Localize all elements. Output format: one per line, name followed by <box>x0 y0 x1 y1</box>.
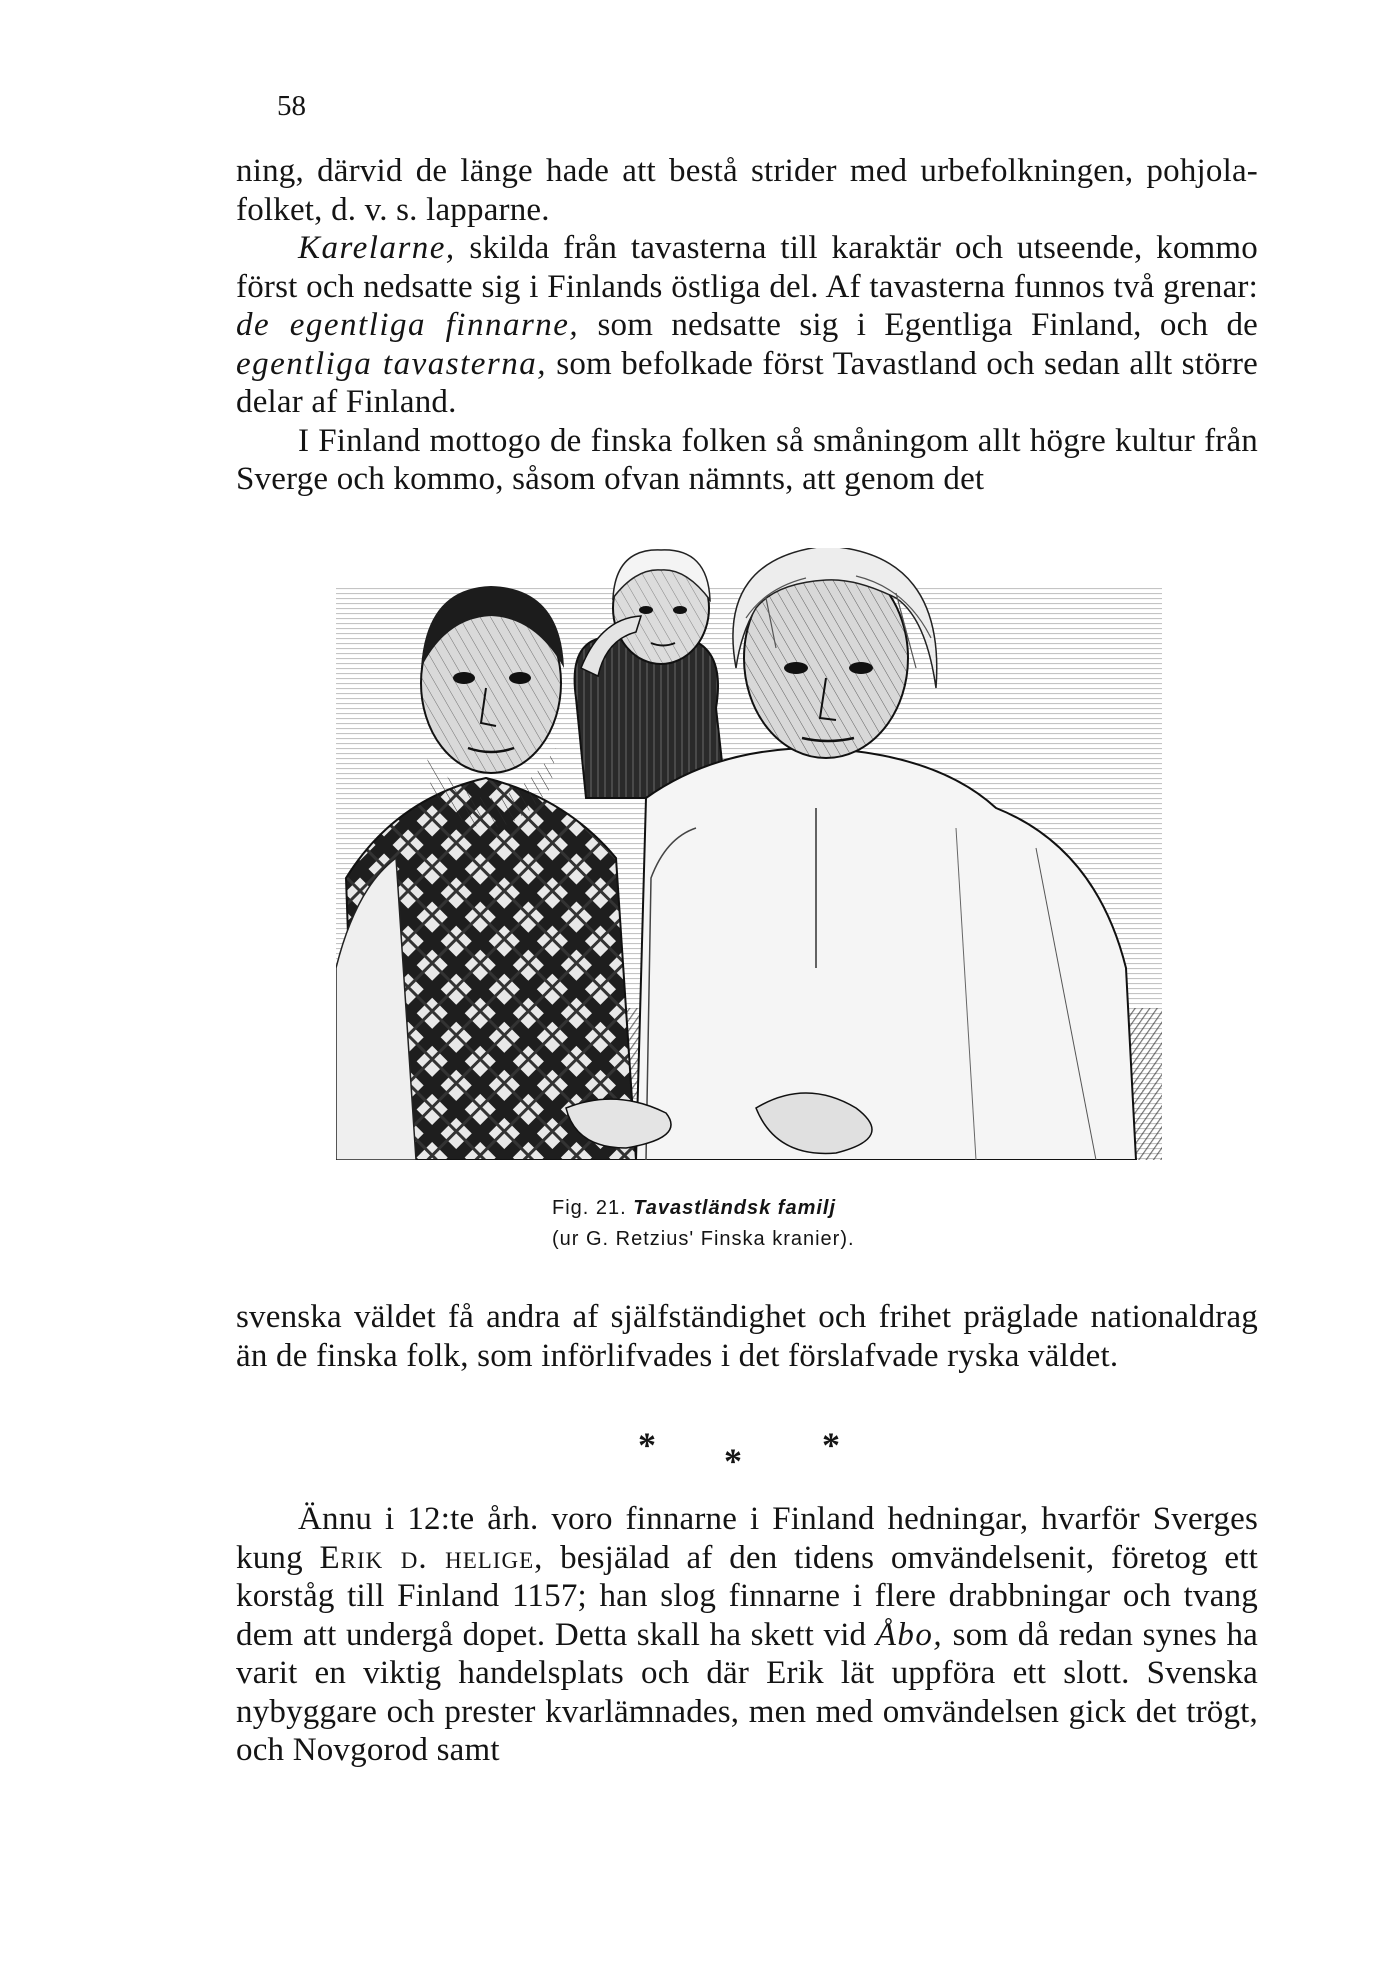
place-abo: Åbo, <box>875 1616 944 1653</box>
separator-star: * <box>822 1425 840 1465</box>
paragraph-5-text-1: Ännu i 12:te årh. voro finnarne i Finland hedningar, hvarför Sverges kung <box>236 1501 1258 1576</box>
paragraph-2-text-3: som befolkade först Tavastland och sedan allt större delar af Finland. <box>236 345 1258 420</box>
text-block-top <box>236 152 1258 499</box>
paragraph-2-text-2: som nedsatte sig i Egentliga Finland, och de <box>579 307 1258 343</box>
figure-caption <box>552 1193 972 1255</box>
paragraph-5-text-3: som då redan synes ha varit en viktig handelsplats och där Erik lät uppföra ett slott. Svenska nybyggare och prester kvarlämnades, men med omvändelsen gick det trögt, och Novgorod samt <box>236 1616 1258 1768</box>
paragraph-5 <box>236 1500 1258 1770</box>
section-separator <box>638 1424 858 1484</box>
separator-star: * <box>724 1441 742 1481</box>
term-egentliga-finnarne: de egentliga finnarne, <box>236 307 580 343</box>
paragraph-4: svenska väldet få andra af själfständighet och frihet präglade nationaldrag än de finska folk, som införlifvades i det förslafvade ryska väldet. <box>236 1299 1258 1374</box>
king-name: Erik d. helige, <box>319 1539 544 1576</box>
paragraph-1: ning, därvid de länge hade att bestå strider med urbefolkningen, pohjola-folket, d. v. s. lapparne. <box>236 153 1258 228</box>
term-karelarne: Karelarne, <box>298 230 456 266</box>
text-block-bottom <box>236 1500 1258 1770</box>
term-egentliga-tavasterna: egentliga tavasterna, <box>236 345 547 382</box>
text-block-middle <box>236 1298 1258 1375</box>
family-portrait-illustration <box>336 548 1162 1160</box>
caption-line-1 <box>552 1193 972 1224</box>
paragraph-2-text-1: skilda från tavasterna till karaktär och utseende, kommo först och nedsatte sig i Finlands östliga del. Af tavasterna funnos två grenar: <box>236 230 1258 305</box>
separator-star: * <box>638 1425 656 1465</box>
paragraph-5-text-2: besjälad af den tidens omvändelsenit, företog ett korståg till Finland 1157; han slog finnarne i flere drabbningar och tvang dem att undergå dopet. Detta skall ha skett vid <box>236 1539 1259 1653</box>
paragraph-3: I Finland mottogo de finska folken så småningom allt högre kultur från Sverge och kommo, såsom ofvan nämnts, att genom det <box>236 422 1258 497</box>
child-figure <box>575 550 726 798</box>
caption-label: Fig. 21. <box>552 1197 627 1219</box>
caption-title: Tavastländsk familj <box>633 1197 837 1219</box>
page-number: 58 <box>277 90 306 122</box>
figure-engraving <box>336 548 1162 1160</box>
paragraph-2 <box>236 229 1258 422</box>
caption-source: (ur G. Retzius' Finska kranier). <box>552 1228 855 1250</box>
